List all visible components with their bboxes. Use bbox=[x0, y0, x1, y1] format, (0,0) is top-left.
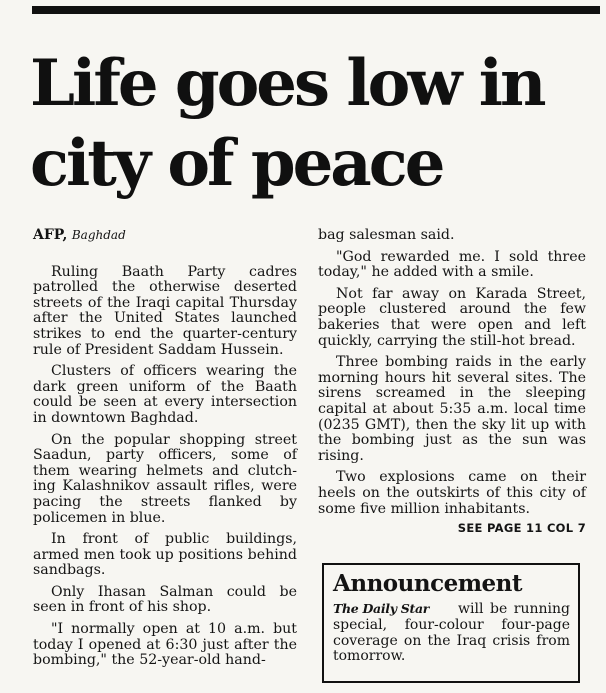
headline-line-1: Life goes low in bbox=[30, 46, 544, 121]
daily-star-masthead: The Daily Star bbox=[333, 601, 430, 616]
article-paragraph: Only Ihasan Salman could be seen in front of his shop. bbox=[33, 583, 297, 616]
article-paragraph: Two explosions came on their heels on the outskirts of this city of some five million inhabitants. bbox=[318, 469, 586, 517]
top-rule bbox=[32, 6, 600, 14]
article-paragraph: "God rewarded me. I sold three today," he added with a smile. bbox=[318, 248, 586, 281]
article-column-left bbox=[33, 228, 297, 675]
announcement-box bbox=[322, 563, 580, 683]
article-paragraph: On the popular shopping street Saadun, party officers, some of them wearing helmets and clutch-ing Kalashnikov assault rifles, were pacing the streets flanked by policemen in blue. bbox=[33, 431, 297, 526]
byline-place: Baghdad bbox=[71, 228, 126, 242]
article-paragraph-continuation: bag salesman said. bbox=[318, 227, 455, 243]
article-column-right bbox=[318, 228, 586, 537]
announcement-title: Announcement bbox=[333, 570, 523, 597]
article-paragraph: Three bombing raids in the early morning hours hit several sites. The sirens screamed in the sleeping capital at about 5:35 a.m. local time (0235 GMT), then the sky lit up with the bombing just as the sun was rising. bbox=[318, 354, 586, 464]
byline bbox=[33, 228, 297, 244]
byline-agency: AFP, bbox=[33, 227, 68, 243]
article-paragraph: Clusters of officers wearing the dark green uniform of the Baath could be seen at every intersection in downtown Baghdad. bbox=[33, 363, 297, 426]
article-paragraph: In front of public buildings, armed men took up positions behind sandbags. bbox=[33, 531, 297, 579]
article-paragraph: Ruling Baath Party cadres patrolled the otherwise deserted streets of the Iraqi capital Thursday after the United States launched strikes to end the quarter-century rule of President Saddam Hussein. bbox=[33, 263, 297, 358]
announcement-body bbox=[333, 601, 570, 665]
headline bbox=[30, 44, 600, 204]
headline-line-2: city of peace bbox=[30, 126, 443, 201]
article-paragraph: Not far away on Karada Street, people clustered around the few bakeries that were open and left quickly, carrying the still-hot bread. bbox=[318, 285, 586, 349]
article-paragraph: "I normally open at 10 a.m. but today I opened at 6:30 just after the bombing," the 52-year-old hand- bbox=[33, 621, 297, 669]
continuation-reference: SEE PAGE 11 COL 7 bbox=[457, 521, 586, 536]
announcement-text: will be running special, four-colour four-page coverage on the Iraq crisis from tomorrow. bbox=[333, 601, 570, 665]
